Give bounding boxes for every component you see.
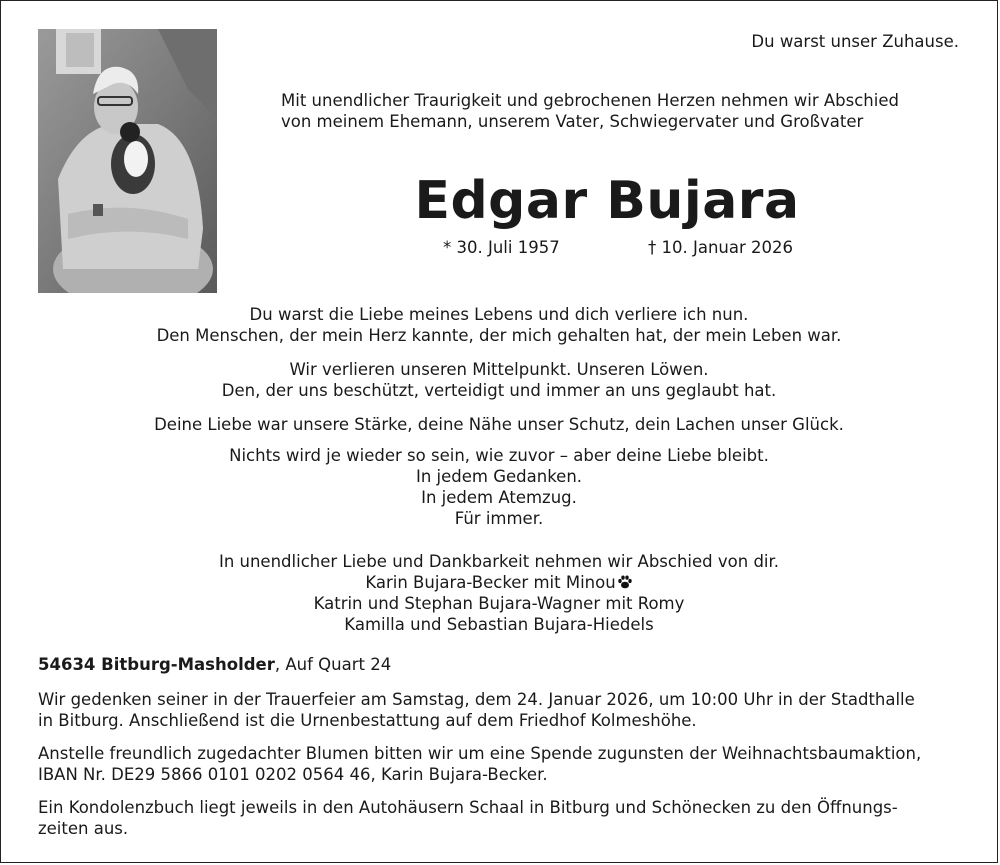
verse-line: In jedem Atemzug.: [421, 488, 577, 507]
verse-line: In jedem Gedanken.: [415, 467, 583, 486]
intro-line: von meinem Ehemann, unserem Vater, Schwiegervater und Großvater: [281, 112, 864, 131]
mourner-line: Katrin und Stephan Bujara-Wagner mit Romy: [313, 594, 685, 613]
portrait-photo: [38, 29, 217, 293]
mourner-line: Kamilla und Sebastian Bujara-Hiedels: [344, 615, 654, 634]
address-street: , Auf Quart 24: [274, 655, 392, 674]
farewell-line: In unendlicher Liebe und Dankbarkeit nehmen wir Abschied von dir.: [218, 552, 780, 571]
paw-icon: [617, 574, 633, 590]
verse-block: [1, 304, 997, 346]
verse-line: Für immer.: [454, 509, 544, 528]
verse-block: [1, 359, 997, 401]
mourners-block: [1, 551, 997, 635]
verse-line: Deine Liebe war unsere Stärke, deine Nähe unser Schutz, dein Lachen unser Glück.: [154, 415, 844, 434]
deceased-name: Edgar Bujara: [414, 171, 800, 231]
birth-date: * 30. Juli 1957: [443, 238, 560, 257]
funeral-info: Wir gedenken seiner in der Trauerfeier am Samstag, dem 24. Januar 2026, um 10:00 Uhr in der Stadthalle in Bitburg. Anschließend ist die Urnenbestattung auf dem Friedhof Kolmeshöhe.: [38, 690, 915, 730]
address: [38, 654, 391, 675]
donation-info: Anstelle freundlich zugedachter Blumen bitten wir um eine Spende zugunsten der Weihnachtsbaumaktion, IBAN Nr. DE29 5866 0101 0202 0564 46, Karin Bujara-Becker.: [38, 744, 922, 784]
verse-line: Den, der uns beschützt, verteidigt und immer an uns geglaubt hat.: [221, 381, 777, 400]
death-date: † 10. Januar 2026: [648, 238, 794, 257]
verse-line: Du warst die Liebe meines Lebens und dich verliere ich nun.: [249, 305, 749, 324]
mourner-line: Karin Bujara-Becker mit Minou: [1, 572, 997, 593]
intro-line: Mit unendlicher Traurigkeit und gebrochenen Herzen nehmen wir Abschied: [281, 91, 899, 110]
condolence-info: Ein Kondolenzbuch liegt jeweils in den Autohäusern Schaal in Bitburg und Schönecken zu den Öffnungs- zeiten aus.: [38, 798, 898, 838]
verse-line: Den Menschen, der mein Herz kannte, der mich gehalten hat, der mein Leben war.: [156, 326, 842, 345]
verse-line: Wir verlieren unseren Mittelpunkt. Unseren Löwen.: [289, 360, 709, 379]
verse-line: Nichts wird je wieder so sein, wie zuvor – aber deine Liebe bleibt.: [229, 446, 769, 465]
verse-block: [1, 414, 997, 435]
intro-text: [281, 90, 971, 132]
verse-block: [1, 445, 997, 529]
address-city: 54634 Bitburg-Masholder: [38, 655, 275, 674]
motto: Du warst unser Zuhause.: [751, 32, 959, 51]
